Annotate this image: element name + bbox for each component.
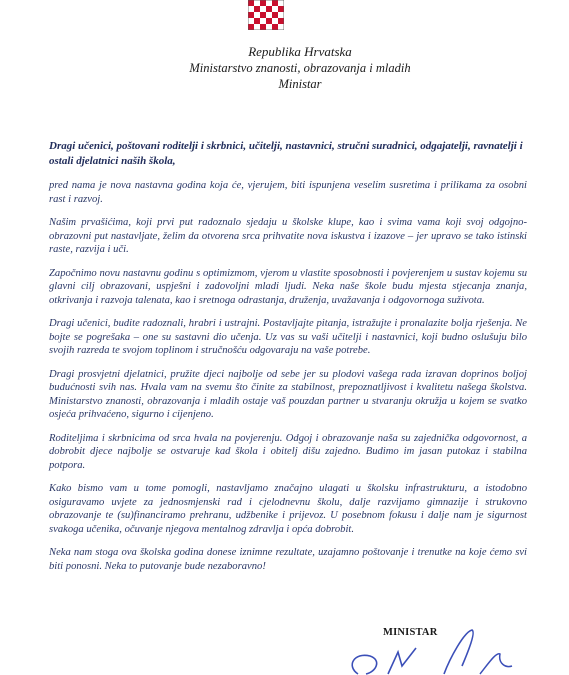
crest-check — [266, 18, 272, 24]
crest-check — [266, 12, 272, 18]
crest-check — [248, 6, 254, 12]
letter-paragraph: Dragi učenici, budite radoznali, hrabri i ustrajni. Postavljajte pitanja, istražujte i pronalazite bolja rješenja. Ne bojte se pogrešaka – one su sastavni dio učenja. Uz vas su vaši učitelji i nastavnici, koji budno oslušuju bilo svojih razreda te svojom toplinom i stručnošću odgovaraju na vaše potrebe. — [49, 318, 527, 356]
letterhead — [150, 44, 450, 92]
letterhead-title: Ministar — [278, 77, 322, 91]
crest-check — [254, 0, 260, 6]
crest-check — [248, 0, 254, 6]
handwritten-signature — [336, 608, 516, 675]
letter-paragraph: Našim prvašićima, koji prvi put radoznalo sjedaju u školske klupe, kao i svima vama koji svoj odgojno-obrazovni put nastavljate, želim da otvorena srca prihvatite nova iskustva i izazove – jer upravo se tako istinski raste, razvija i uči. — [49, 217, 527, 255]
crest-check — [254, 6, 260, 12]
crest-check — [272, 18, 278, 24]
crest-check — [272, 12, 278, 18]
croatian-coat-of-arms-icon — [248, 0, 284, 30]
letter-paragraph: Roditeljima i skrbnicima od srca hvala na povjerenju. Odgoj i obrazovanje naša su zajednička odgovornost, a dobrobit djece najbolje se ostvaruje kad škola i obitelj dišu zajedno. Budimo im jasan putokaz i stabilna potpora. — [49, 432, 527, 471]
letter-body — [49, 139, 527, 583]
letter-paragraph: Započnimo novu nastavnu godinu s optimizmom, vjerom u vlastite sposobnosti i povjerenjem u sustav kojemu su glavni cilj obrazovani, uspješni i zadovoljni mladi ljudi. Neka naše škole budu mjesta stjecanja znanja, otkrivanja i razvoja talenata, kao i sretnoga odrastanja, druženja, uvažavanja i odgovornoga suživota. — [49, 267, 527, 306]
crest-check — [248, 24, 254, 30]
crest-check — [278, 24, 284, 30]
crest-check — [278, 18, 284, 24]
letter-paragraph: Kako bismo vam u tome pomogli, nastavljamo značajno ulagati u školsku infrastrukturu, a istodobno osiguravamo uvjete za jednosmjenski rad i cjelodnevnu školu, dalje razvijamo gimnazije i strukovno obrazovanje te (su)financiramo prehranu, udžbenike i prijevoz. U posebnom fokusu i dalje nam je sigurnost svakoga učenika, očuvanje njegova mentalnog zdravlja i opća dobrobit. — [49, 483, 527, 535]
signoff-title: MINISTAR — [383, 627, 438, 638]
letterhead-ministry: Ministarstvo znanosti, obrazovanja i mladih — [189, 61, 411, 75]
crest-check — [266, 0, 272, 6]
crest-check — [272, 24, 278, 30]
letter-greeting: Dragi učenici, poštovani roditelji i skrbnici, učitelji, nastavnici, stručni suradnici, odgajatelji, ravnatelji i ostali djelatnici naših škola, — [49, 140, 523, 167]
crest-check — [278, 6, 284, 12]
crest-check — [260, 0, 266, 6]
crest-check — [260, 24, 266, 30]
crest-check — [266, 24, 272, 30]
crest-check — [278, 12, 284, 18]
letter-paragraph: Neka nam stoga ova školska godina donese iznimne rezultate, uzajamno poštovanje i trenutke na koje ćemo svi biti ponosni. Neka to putovanje bude nezaboravno! — [49, 547, 527, 572]
crest-check — [248, 18, 254, 24]
crest-check — [260, 12, 266, 18]
crest-check — [266, 6, 272, 12]
crest-check — [260, 6, 266, 12]
letterhead-republic: Republika Hrvatska — [248, 44, 352, 59]
crest-check — [278, 0, 284, 6]
crest-check — [248, 12, 254, 18]
crest-check — [272, 6, 278, 12]
letter-paragraph: Dragi prosvjetni djelatnici, pružite djeci najbolje od sebe jer su plodovi vašega rada izravan doprinos boljoj budućnosti svih nas. Hvala vam na svemu što činite za stabilnost, prepoznatljivost i kvalitetu našega školstva. Ministarstvo znanosti, obrazovanja i mladih ostaje vaš pouzdan partner u stvaranju okružja u kojem se svatko osjeća prihvaćeno, sigurno i cijenjeno. — [49, 368, 527, 420]
crest-check — [254, 18, 260, 24]
crest-check — [260, 18, 266, 24]
crest-check — [272, 0, 278, 6]
crest-check — [254, 12, 260, 18]
letter-paragraph: pred nama je nova nastavna godina koja će, vjerujem, biti ispunjena veselim susretima i prilikama za osobni rast i razvoj. — [49, 180, 527, 205]
crest-check — [254, 24, 260, 30]
